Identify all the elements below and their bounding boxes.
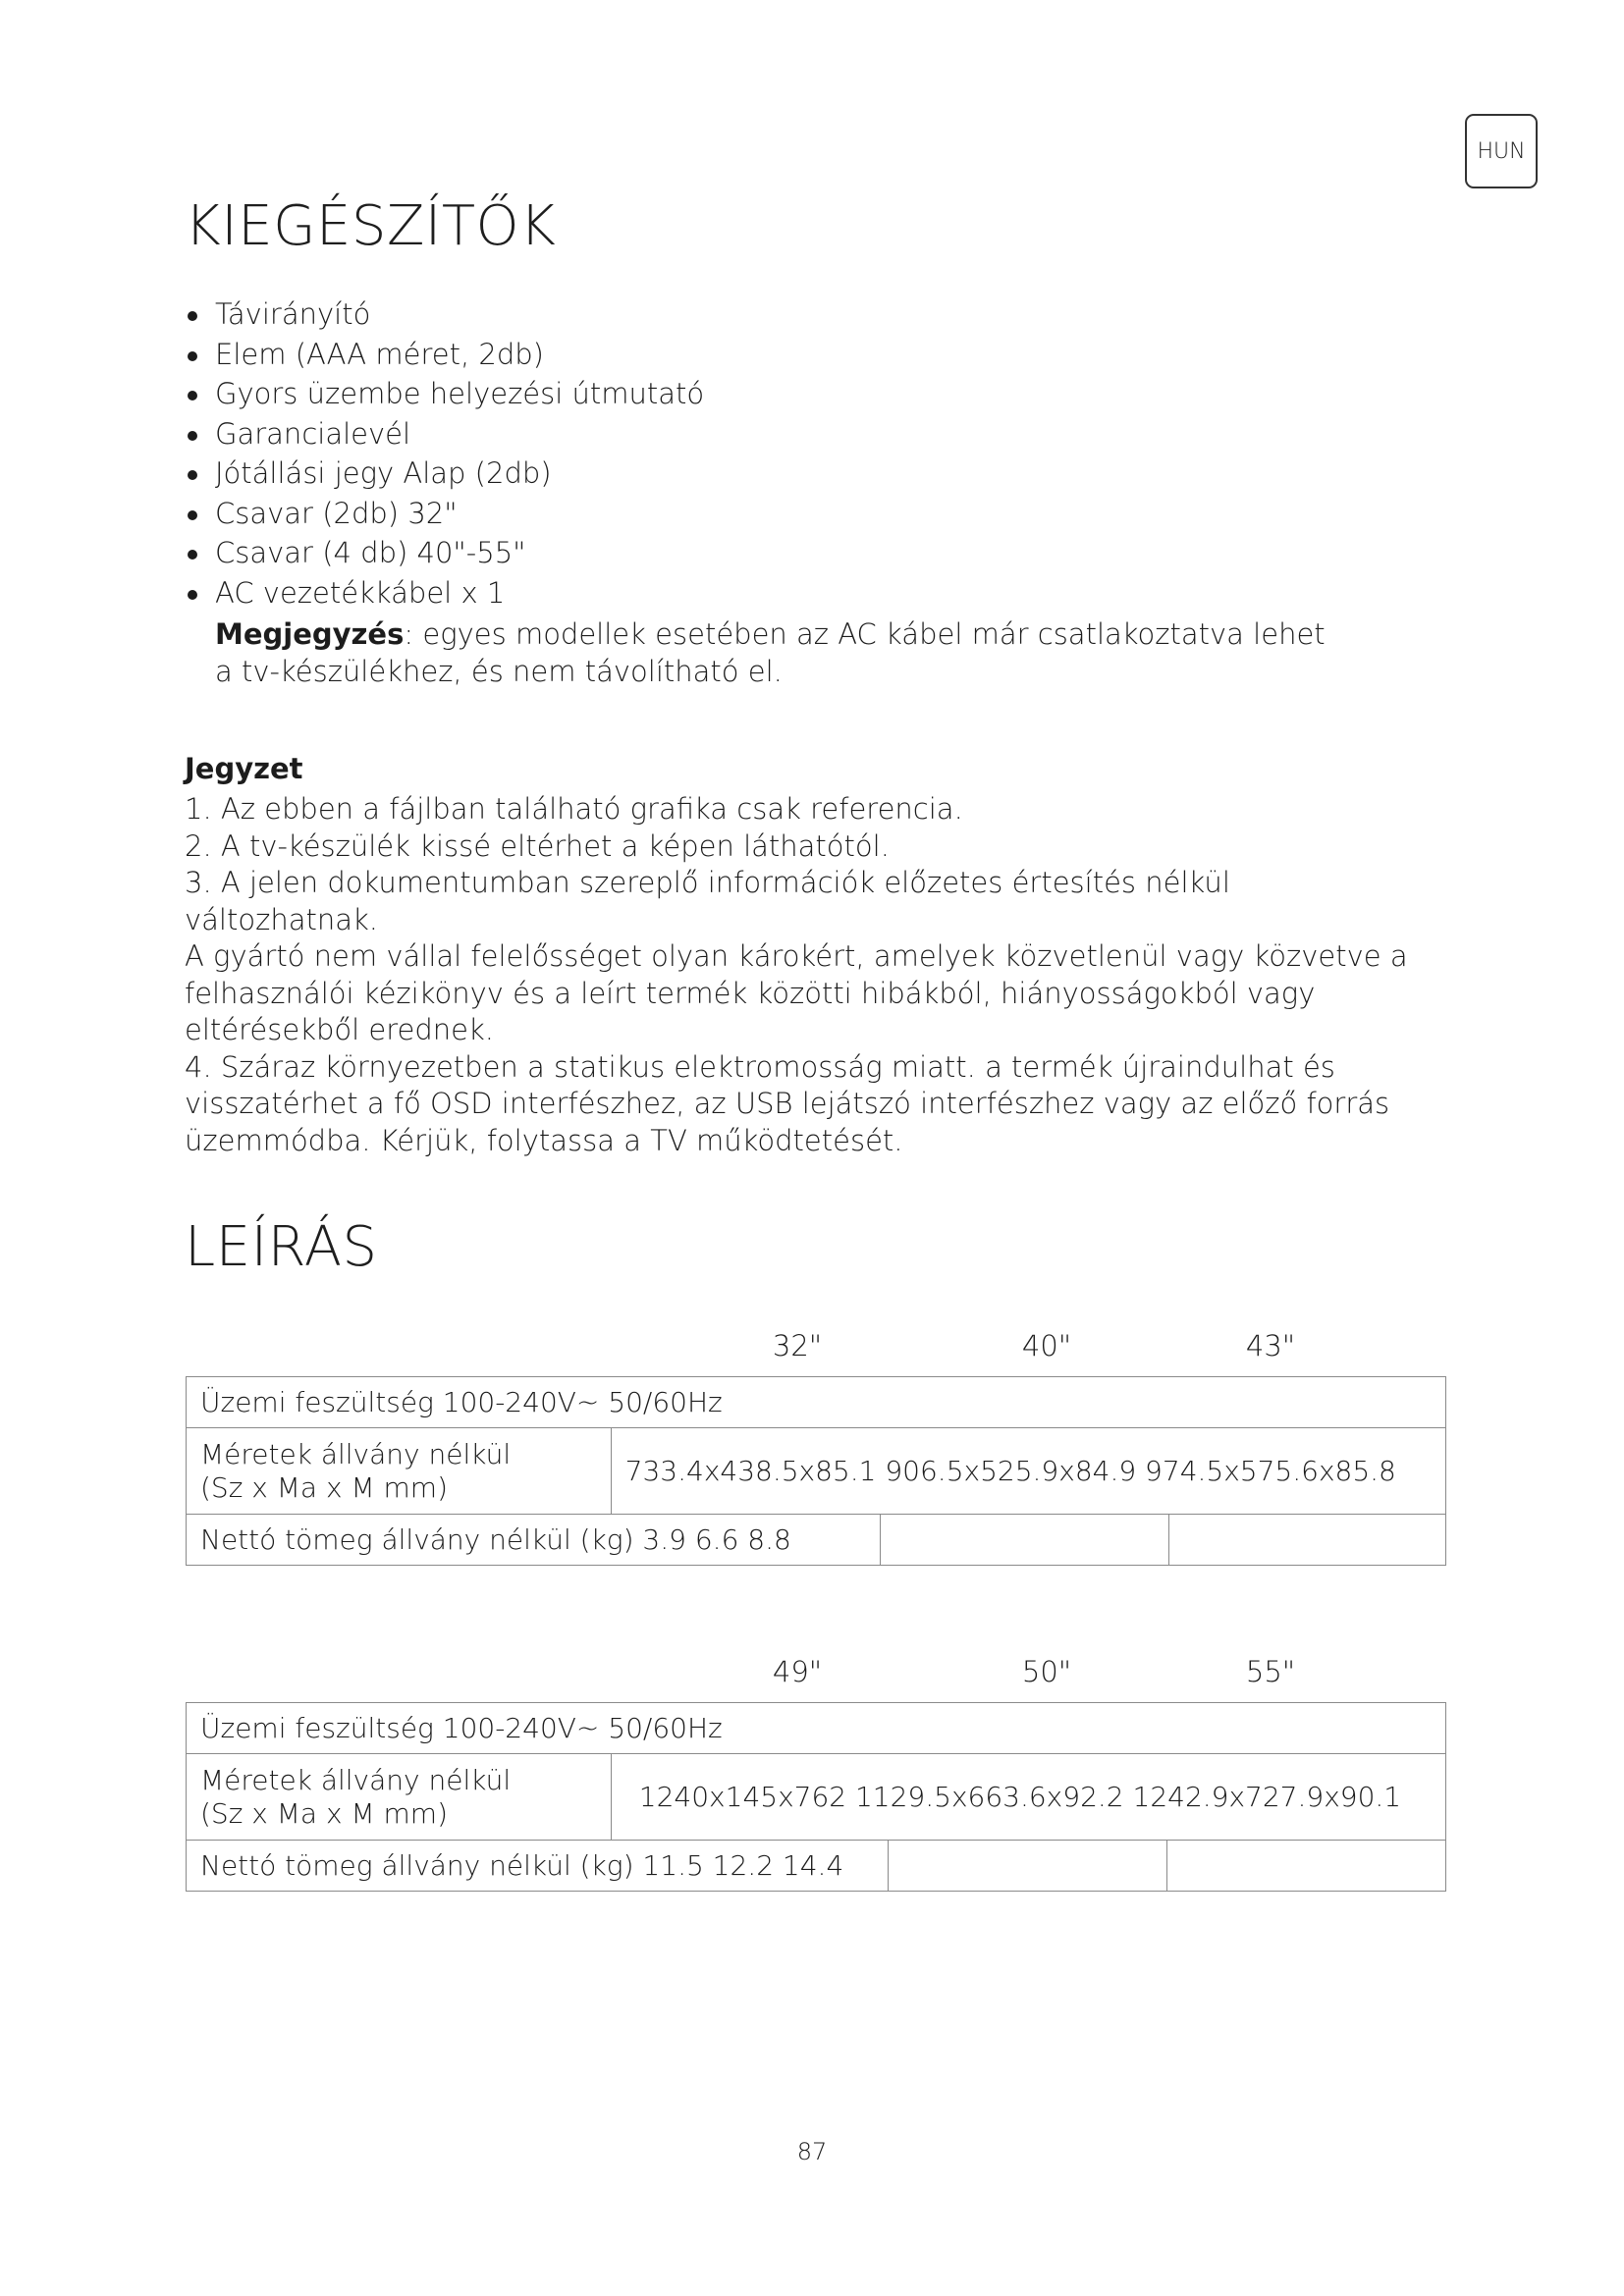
note-line: 4. Száraz környezetben a statikus elektromosság miatt. a termék újraindulhat és visszatérhet a fő OSD interfészhez, az USB lejátszó interfészhez vagy az előző forrás üzemmódba. Kérjük, folytassa a TV működtetését. <box>185 1049 1390 1157</box>
empty-cell <box>1169 1515 1446 1566</box>
bullet-icon <box>188 510 197 520</box>
ac-cable-note <box>215 615 1344 690</box>
list-item: Gyors üzembe helyezési útmutató <box>185 374 1363 414</box>
accessories-list <box>185 294 1363 613</box>
size-header: 55" <box>1245 1655 1296 1688</box>
voltage-cell: Üzemi feszültség 100-240V~ 50/60Hz <box>187 1703 1446 1754</box>
table-row <box>187 1428 1446 1515</box>
bullet-icon <box>188 590 197 600</box>
size-header: 40" <box>1021 1329 1072 1362</box>
table-row <box>187 1754 1446 1841</box>
language-badge: HUN <box>1465 114 1538 188</box>
note-line: A gyártó nem vállal felelősséget olyan károkért, amelyek közvetlenül vagy közvetve a felhasználói kézikönyv és a leírt termék közötti hibákból, hiányosságokból vagy eltérésekből erednek. <box>185 939 1408 1046</box>
bullet-icon <box>188 351 197 361</box>
description-heading: LEÍRÁS <box>185 1215 378 1279</box>
table-row <box>187 1703 1446 1754</box>
empty-cell <box>1167 1841 1446 1892</box>
dimensions-label-cell: Méretek állvány nélkül (Sz x Ma x M mm) <box>187 1754 612 1841</box>
weight-cell: Nettó tömeg állvány nélkül (kg) 3.9 6.6 8.8 <box>187 1515 881 1566</box>
empty-cell <box>880 1515 1169 1566</box>
size-header: 32" <box>772 1329 823 1362</box>
size-header: 49" <box>772 1655 823 1688</box>
table-row <box>187 1841 1446 1892</box>
note-text: : egyes modellek esetében az AC kábel már csatlakoztatva lehet a tv-készülékhez, és nem távolítható el. <box>215 617 1326 688</box>
note-line: 3. A jelen dokumentumban szereplő információk előzetes értesítés nélkül változhatnak. <box>185 866 1230 936</box>
notes-heading: Jegyzet <box>185 752 303 785</box>
bullet-icon <box>188 391 197 400</box>
page-number: 87 <box>796 2138 828 2165</box>
note-label: Megjegyzés <box>215 617 405 651</box>
bullet-icon <box>188 550 197 560</box>
list-item: Csavar (4 db) 40"-55" <box>185 533 1363 573</box>
note-line: 1. Az ebben a fájlban található grafika csak referencia. <box>185 792 963 826</box>
voltage-cell: Üzemi feszültség 100-240V~ 50/60Hz <box>187 1377 1446 1428</box>
table-row <box>187 1377 1446 1428</box>
size-header: 50" <box>1021 1655 1072 1688</box>
size-header: 43" <box>1245 1329 1296 1362</box>
dimensions-value-cell: 1240x145x762 1129.5x663.6x92.2 1242.9x727.9x90.1 <box>611 1754 1445 1841</box>
bullet-icon <box>188 470 197 480</box>
note-line: 2. A tv-készülék kissé eltérhet a képen láthatótól. <box>185 828 890 863</box>
bullet-icon <box>188 311 197 321</box>
list-item: Elem (AAA méret, 2db) <box>185 335 1363 375</box>
list-item: Jótállási jegy Alap (2db) <box>185 454 1363 494</box>
empty-cell <box>888 1841 1167 1892</box>
dimensions-value-cell: 733.4x438.5x85.1 906.5x525.9x84.9 974.5x575.6x85.8 <box>611 1428 1445 1515</box>
bullet-icon <box>188 431 197 441</box>
list-item: Garancialevél <box>185 414 1363 454</box>
spec-table <box>186 1702 1446 1892</box>
spec-table <box>186 1376 1446 1566</box>
list-item: AC vezetékkábel x 1 <box>185 573 1363 614</box>
dimensions-label-cell: Méretek állvány nélkül (Sz x Ma x M mm) <box>187 1428 612 1515</box>
table-row <box>187 1515 1446 1566</box>
accessories-heading: KIEGÉSZÍTŐK <box>185 194 557 258</box>
list-item: Csavar (2db) 32" <box>185 494 1363 534</box>
notes-body <box>185 791 1432 1159</box>
list-item: Távirányító <box>185 294 1363 335</box>
weight-cell: Nettó tömeg állvány nélkül (kg) 11.5 12.2 14.4 <box>187 1841 889 1892</box>
